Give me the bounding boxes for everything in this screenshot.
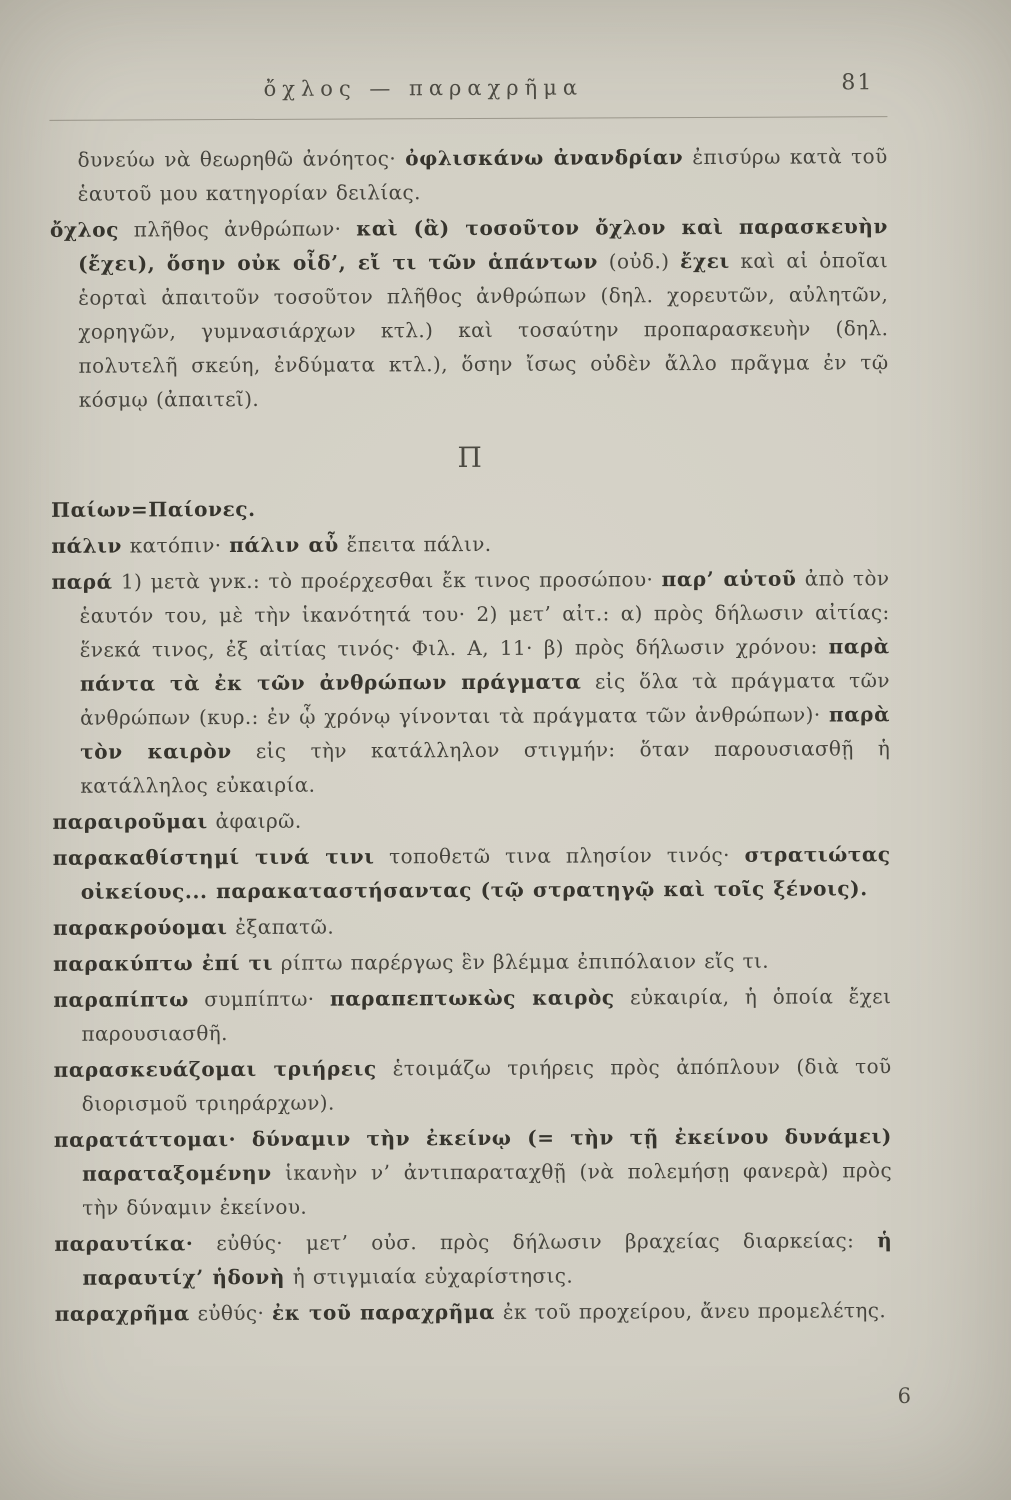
dictionary-entry	[53, 943, 891, 981]
dictionary-entry	[51, 525, 889, 563]
gloss-text: συμπίπτω·	[188, 986, 330, 1012]
lemma-or-citation-text: ἔχει	[680, 248, 730, 274]
gloss-text: ἡ στιγμιαία εὐχαρίστησις.	[284, 1263, 574, 1289]
gloss-text: ἔπειτα πάλιν.	[338, 531, 492, 557]
gloss-text: ἀπὸ τὸν ἑαυτόν του, μὲ τὴν ἱκανότητά του· 2) μετ’ αἰτ.: α) πρὸς δήλωσιν αἰτίας: ἕνεκά τινος, ἐξ αἰτίας τινός· Φιλ. Α, 11· β) πρὸς δήλωσιν χρόνου:	[79, 566, 890, 662]
gloss-text: ἱκανὴν ν’ ἀντιπαραταχθῇ (νὰ πολεμήσῃ φανερὰ) πρὸς τὴν δύναμιν ἐκείνου.	[82, 1158, 893, 1220]
gloss-text: δυνεύω νὰ θεωρηθῶ ἀνόητος·	[77, 146, 406, 172]
gloss-text: εὐθύς· μετ’ οὐσ. πρὸς δήλωσιν βραχείας διαρκείας:	[193, 1228, 878, 1256]
gloss-text: ἐκ τοῦ προχείρου, ἄνευ προμελέτης.	[495, 1298, 887, 1324]
gloss-text: εἰς ὅλα τὰ πράγματα τῶν ἀνθρώπων (κυρ.: ἐν ᾧ χρόνῳ γίνονται τὰ πράγματα τῶν ἀνθρώπων)·	[80, 668, 890, 730]
entries	[50, 139, 893, 1331]
dictionary-entry	[51, 489, 889, 527]
gloss-text: καὶ αἱ ὁποῖαι ἑορταὶ ἀπαιτοῦν τοσοῦτον πλῆθος ἀνθρώπων (δηλ. χορευτῶν, αὐλητῶν, χορηγῶν, γυμνασιάρχων κτλ.) καὶ τοσαύτην προπαρασκευὴν (δηλ. πολυτελῆ σκεύη, ἐνδύματα κτλ.), ὅσην ἴσως οὐδὲν ἄλλο πρᾶγμα ἐν τῷ κόσμῳ (ἀπαιτεῖ).	[78, 248, 889, 412]
gloss-text: 1) μετὰ γνκ.: τὸ προέρχεσθαι ἔκ τινος προσώπου·	[112, 567, 662, 594]
lemma-or-citation-text: παραυτίκα·	[54, 1231, 194, 1256]
dictionary-entry	[53, 907, 891, 945]
continuation-paragraph	[50, 139, 888, 211]
lemma-or-citation-text: πάλιν αὖ	[229, 532, 339, 558]
lemma-or-citation-text: παρακαθίστημί τινά τινι	[52, 844, 375, 870]
dictionary-entry	[54, 1119, 892, 1225]
lemma-or-citation-text: παραιροῦμαι	[52, 809, 208, 834]
lemma-or-citation-text: παραπεπτωκὼς καιρὸς	[329, 985, 615, 1011]
dictionary-entry	[53, 979, 891, 1051]
dictionary-entry	[54, 1049, 892, 1121]
lemma-or-citation-text: παραχρῆμα	[54, 1301, 190, 1326]
gloss-text: (οὐδ.)	[597, 249, 681, 274]
lemma-or-citation-text: ἡ παραυτίχ’ ἡδονὴ	[82, 1228, 893, 1290]
lemma-or-citation-text: παρὰ τὸν καιρὸν	[80, 702, 891, 764]
gloss-text: εἰς τὴν κατάλληλον στιγμήν: ὅταν παρουσιασθῇ ἡ κατάλληλος εὐκαιρία.	[80, 736, 891, 798]
lemma-or-citation-text: Παίων=Παίονες.	[51, 496, 256, 522]
text-block	[49, 70, 893, 1333]
lemma-or-citation-text: παραπίπτω	[53, 987, 189, 1012]
gloss-text: ἐπισύρω κατὰ τοῦ ἑαυτοῦ μου κατηγορίαν δειλίας.	[77, 144, 888, 206]
gloss-text: ἀφαιρῶ.	[207, 808, 302, 834]
lemma-or-citation-text: παρά	[51, 569, 113, 594]
dictionary-entry	[51, 561, 890, 803]
page-number: 81	[841, 70, 874, 96]
dictionary-entry	[52, 801, 890, 839]
lemma-or-citation-text: στρατιώτας οἰκείους... παρακαταστήσαντας (τῷ στρατηγῷ καὶ τοῖς ξένοις).	[80, 842, 891, 904]
dictionary-entry	[50, 209, 889, 417]
gloss-text: ρίπτω παρέργως ἓν βλέμμα ἐπιπόλαιον εἴς τι.	[272, 948, 770, 975]
gloss-text: κατόπιν·	[121, 533, 230, 558]
lemma-or-citation-text: παρακρούομαι	[52, 915, 228, 940]
lemma-or-citation-text: πάλιν	[51, 533, 122, 558]
dictionary-entry	[55, 1293, 893, 1331]
gloss-text: εὐθύς·	[189, 1300, 273, 1326]
signature-mark: 6	[897, 1384, 911, 1408]
lemma-or-citation-text: καὶ (ἃ) τοσοῦτον ὄχλον καὶ παρασκευὴν (ἔχει), ὅσην οὐκ οἶδ’, εἴ τι τῶν ἁπάντων	[78, 214, 888, 276]
lemma-or-citation-text: παρατάττομαι· δύναμιν τὴν ἐκείνῳ (= τὴν τῇ ἐκείνου δυνάμει) παραταξομένην	[53, 1124, 892, 1186]
lemma-or-citation-text: ὀφλισκάνω ἀνανδρίαν	[405, 145, 684, 171]
lemma-or-citation-text: παρ’ αὑτοῦ	[661, 566, 797, 592]
lemma-or-citation-text: ὄχλος	[49, 217, 120, 242]
lemma-or-citation-text: παρακύπτω ἐπί τι	[53, 950, 274, 976]
dictionary-entry	[54, 1223, 892, 1295]
gloss-text: πλῆθος ἀνθρώπων·	[118, 216, 357, 242]
gloss-text: τοποθετῶ τινα πλησίον τινός·	[374, 842, 745, 869]
lemma-or-citation-text: παρὰ πάντα τὰ ἐκ τῶν ἀνθρώπων πράγματα	[79, 634, 890, 696]
lemma-or-citation-text: ἐκ τοῦ παραχρῆμα	[271, 1299, 496, 1325]
dictionary-entry	[53, 837, 891, 909]
section-heading: Π	[457, 440, 483, 475]
gloss-text: εὐκαιρία, ἡ ὁποία ἔχει παρουσιασθῆ.	[81, 984, 892, 1046]
running-head	[49, 70, 887, 120]
gloss-text: ἑτοιμάζω τριήρεις πρὸς ἀπόπλουν (διὰ τοῦ διορισμοῦ τριηράρχων).	[81, 1054, 892, 1116]
running-header-title: ὄχλος — παραχρῆμα	[263, 75, 584, 101]
lemma-or-citation-text: παρασκευάζομαι τριήρεις	[53, 1056, 377, 1082]
gloss-text: ἐξαπατῶ.	[227, 914, 335, 940]
